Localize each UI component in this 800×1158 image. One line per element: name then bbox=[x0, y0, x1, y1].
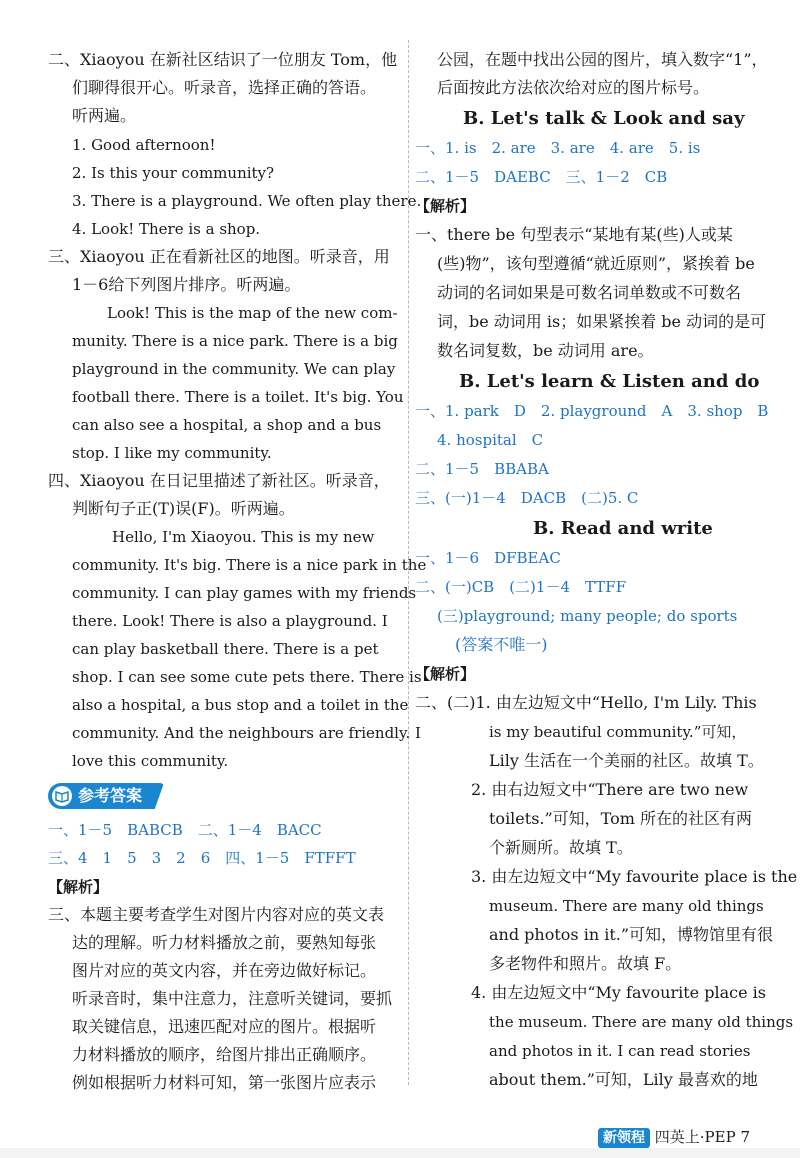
explanation-line: museum. There are many old things bbox=[489, 897, 764, 915]
explanation-line: 二、(二)1. 由左边短文中“Hello, I'm Lily. This bbox=[415, 693, 757, 712]
answer-line: 二、1－5 BBABA bbox=[415, 460, 549, 478]
list-item: 2. Is this your community? bbox=[72, 164, 275, 182]
explanation-line: Lily 生活在一个美丽的社区。故填 T。 bbox=[489, 751, 764, 770]
passage-line: football there. There is a toilet. It's big. You bbox=[72, 388, 404, 406]
explanation-line: 力材料播放的顺序，给图片排出正确顺序。 bbox=[72, 1045, 377, 1064]
passage-line: love this community. bbox=[72, 752, 229, 770]
list-item: 3. There is a playground. We often play there. bbox=[72, 192, 422, 210]
answer-note: (答案不唯一) bbox=[455, 635, 548, 654]
s2-prompt: 听两遍。 bbox=[72, 106, 137, 125]
s4-prompt: 判断句子正(T)误(F)。听两遍。 bbox=[72, 499, 295, 518]
analysis-tag: 【解析】 bbox=[415, 665, 476, 683]
explanation-line: 三、本题主要考查学生对图片内容对应的英文表 bbox=[48, 905, 385, 924]
answer-line: 二、(一)CB (二)1－4 TTFF bbox=[415, 578, 627, 596]
page-footer bbox=[598, 1126, 750, 1148]
section-heading: B. Let's talk & Look and say bbox=[463, 108, 745, 129]
answer-line: 一、1. is 2. are 3. are 4. are 5. is bbox=[415, 139, 701, 157]
passage-line: shop. I can see some cute pets there. There is bbox=[72, 668, 422, 686]
answer-line: 一、1－5 BABCB 二、1－4 BACC bbox=[48, 821, 322, 839]
answer-line: 二、1－5 DAEBC 三、1－2 CB bbox=[415, 168, 668, 186]
s4-prompt: 四、Xiaoyou 在日记里描述了新社区。听录音， bbox=[48, 471, 390, 490]
explanation-line: 数名词复数，be 动词用 are。 bbox=[437, 341, 654, 360]
passage-line: also a hospital, a bus stop and a toilet in the bbox=[72, 696, 409, 714]
explanation-line: 公园，在题中找出公园的图片，填入数字“1”， bbox=[437, 50, 768, 69]
section-heading: B. Let's learn & Listen and do bbox=[459, 371, 760, 392]
scan-edge bbox=[0, 1148, 800, 1158]
explanation-line: (些)物”，该句型遵循“就近原则”，紧挨着 be bbox=[437, 254, 755, 273]
passage-line: community. It's big. There is a nice park in the bbox=[72, 556, 427, 574]
explanation-line: 取关键信息，迅速匹配对应的图片。根据听 bbox=[72, 1017, 377, 1036]
s3-prompt: 三、Xiaoyou 正在看新社区的地图。听录音，用 bbox=[48, 247, 390, 266]
answer-line: 一、1－6 DFBEAC bbox=[415, 549, 561, 567]
explanation-line: 3. 由左边短文中“My favourite place is the bbox=[471, 867, 798, 886]
passage-line: community. And the neighbours are friendly. I bbox=[72, 724, 421, 742]
explanation-line: the museum. There are many old things bbox=[489, 1013, 794, 1031]
explanation-line: 听录音时，集中注意力，注意听关键词，要抓 bbox=[72, 989, 393, 1008]
explanation-line: 达的理解。听力材料播放之前，要熟知每张 bbox=[72, 933, 377, 952]
answer-line: 4. hospital C bbox=[437, 431, 544, 449]
list-item: 1. Good afternoon! bbox=[72, 136, 216, 154]
explanation-line: 多老物件和照片。故填 F。 bbox=[489, 954, 682, 973]
list-item: 4. Look! There is a shop. bbox=[72, 220, 261, 238]
section-heading: B. Read and write bbox=[533, 518, 713, 539]
passage-line: Look! This is the map of the new com- bbox=[107, 304, 398, 322]
answer-line: 一、1. park D 2. playground A 3. shop B bbox=[415, 402, 769, 420]
s3-prompt: 1－6给下列图片排序。听两遍。 bbox=[72, 275, 301, 294]
explanation-line: 一、there be 句型表示“某地有某(些)人或某 bbox=[415, 225, 733, 244]
answer-line: (三)playground; many people; do sports bbox=[437, 607, 738, 625]
passage-line: stop. I like my community. bbox=[72, 444, 272, 462]
explanation-line: 个新厕所。故填 T。 bbox=[489, 838, 633, 857]
explanation-line: 动词的名词如果是可数名词单数或不可数名 bbox=[437, 283, 742, 302]
grade-label: 四英上·PEP bbox=[654, 1128, 736, 1146]
page-number: 7 bbox=[740, 1128, 750, 1146]
passage-line: can also see a hospital, a shop and a bus bbox=[72, 416, 382, 434]
explanation-line: is my beautiful community.”可知， bbox=[489, 723, 747, 741]
answer-line: 三、(一)1－4 DACB (二)5. C bbox=[415, 489, 639, 507]
explanation-line: 图片对应的英文内容，并在旁边做好标记。 bbox=[72, 961, 377, 980]
s2-prompt: 二、Xiaoyou 在新社区结识了一位朋友 Tom，他 bbox=[48, 50, 398, 69]
passage-line: munity. There is a nice park. There is a big bbox=[72, 332, 398, 350]
explanation-line: 2. 由右边短文中“There are two new bbox=[471, 780, 749, 799]
passage-line: there. Look! There is also a playground. I bbox=[72, 612, 388, 630]
explanation-line: toilets.”可知，Tom 所在的社区有两 bbox=[489, 809, 752, 828]
explanation-line: and photos in it. I can read stories bbox=[489, 1042, 751, 1060]
book-icon bbox=[52, 786, 72, 806]
passage-line: Hello, I'm Xiaoyou. This is my new bbox=[112, 528, 375, 546]
s2-prompt: 们聊得很开心。听录音，选择正确的答语。 bbox=[72, 78, 377, 97]
explanation-line: 词，be 动词用 is；如果紧挨着 be 动词的是可 bbox=[437, 312, 767, 331]
explanation-line: and photos in it.”可知，博物馆里有很 bbox=[489, 925, 774, 944]
analysis-tag: 【解析】 bbox=[415, 197, 476, 215]
passage-line: playground in the community. We can play bbox=[72, 360, 396, 378]
explanation-line: 例如根据听力材料可知，第一张图片应表示 bbox=[72, 1073, 377, 1092]
explanation-line: 4. 由左边短文中“My favourite place is bbox=[471, 983, 766, 1002]
passage-line: can play basketball there. There is a pet bbox=[72, 640, 379, 658]
analysis-tag: 【解析】 bbox=[48, 878, 109, 896]
answer-badge bbox=[48, 783, 164, 809]
answer-line: 三、4 1 5 3 2 6 四、1－5 FTFFT bbox=[48, 849, 356, 867]
badge-label: 参考答案 bbox=[78, 786, 143, 805]
publisher-logo: 新领程 bbox=[598, 1128, 650, 1148]
passage-line: community. I can play games with my friends bbox=[72, 584, 417, 602]
explanation-line: 后面按此方法依次给对应的图片标号。 bbox=[437, 78, 710, 97]
explanation-line: about them.”可知，Lily 最喜欢的地 bbox=[489, 1070, 758, 1089]
